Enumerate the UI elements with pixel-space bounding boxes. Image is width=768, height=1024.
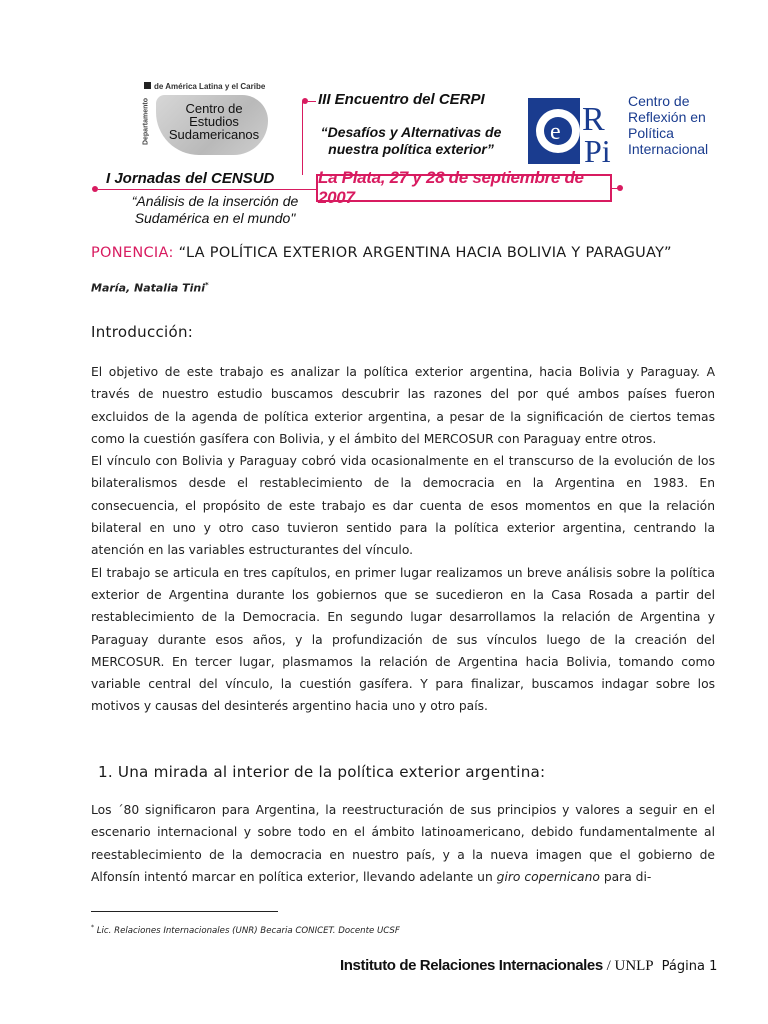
introduction-heading: Introducción: xyxy=(91,323,194,341)
censud-event-title: I Jornadas del CENSUD xyxy=(106,170,275,187)
cerpi-subtitle-line-1: “Desafíos y Alternativas de xyxy=(320,124,502,140)
section-1-body xyxy=(91,799,715,888)
cerpi-logo-line-3: Política xyxy=(628,125,674,141)
footer-university: UNLP xyxy=(614,958,654,974)
svg-text:e: e xyxy=(550,119,561,145)
section-1-text-start: Los ´80 significaron para Argentina, la reestructuración de sus principios y valores a seguir en el escenario internacional y sobre todo en el ámbito latinoamericano, debido fundamentalmente al reestablecimiento de la democracia en nuestro país, y a la nueva imagen que el gobierno de Alfonsín intentó marcar en política exterior, llevando adelante un xyxy=(91,803,715,884)
cerpi-event-title: III Encuentro del CERPI xyxy=(318,91,485,108)
connector-line xyxy=(308,101,316,102)
ces-line-1: Centro de xyxy=(185,101,243,116)
paper-title-text: “LA POLÍTICA EXTERIOR ARGENTINA HACIA BOLIVIA Y PARAGUAY” xyxy=(173,245,672,261)
page-footer xyxy=(340,955,717,975)
cerpi-logo-line-4: Internacional xyxy=(628,141,709,157)
intro-paragraph-3: El trabajo se articula en tres capítulos, en primer lugar realizamos un breve análisis sobre la política exterior de Argentina durante los gobiernos que se sucedieron en la Casa Rosada a partir del restablecimiento de la Democracia. En segundo lugar desarrollamos la relación de Argentina y Paraguay durante esos años, y la profundización de sus vínculos luego de la creación del MERCOSUR. En tercer lugar, plasmamos la relación de Argentina hacia Bolivia, tomando como variable central del vínculo, la cuestión gasífera. Y para finalizar, buscamos indagar sobre los motivos y causas del desinterés argentino hacia uno y otro país. xyxy=(91,565,715,714)
paper-title xyxy=(91,244,711,262)
cerpi-logo-text xyxy=(628,93,708,157)
footnote-divider xyxy=(91,911,278,912)
footer-page-number: Página 1 xyxy=(661,959,718,974)
paper-title-label: PONENCIA: xyxy=(91,245,174,261)
department-vertical-label xyxy=(140,88,152,160)
footnote-mark: * xyxy=(91,924,94,931)
ces-logo-text xyxy=(160,102,268,141)
cerpi-event-subtitle xyxy=(300,124,522,158)
department-vertical-text: Departamento xyxy=(142,97,150,146)
cerpi-logo-line-2: Reflexión en xyxy=(628,109,706,125)
censud-subtitle-line-2: Sudamérica en el mundo" xyxy=(134,210,296,226)
cerpi-logo-line-1: Centro de xyxy=(628,93,690,109)
introduction-body xyxy=(91,361,715,718)
intro-paragraph-2: El vínculo con Bolivia y Paraguay cobró vida ocasionalmente en el transcurso de la evolución de los bilateralismos desde el restablecimiento de la democracia en la Argentina en 1983. En consecuencia, el propósito de este trabajo es dar cuenta de esos momentos en que la relación bilateral en uno y otro caso tuvieron sentido para la política exterior argentina, centrando la atención en las variables estructurantes del vínculo. xyxy=(91,454,715,558)
author-name: María, Natalia Tini xyxy=(91,281,205,295)
department-name: de América Latina y el Caribe xyxy=(154,82,266,91)
cerpi-logo-icon xyxy=(528,96,620,166)
censud-event-subtitle xyxy=(100,193,330,227)
section-1-heading: 1. Una mirada al interior de la política exterior argentina: xyxy=(98,763,546,781)
section-1-text-end: para di- xyxy=(599,869,652,884)
intro-paragraph-1: El objetivo de este trabajo es analizar la política exterior argentina, hacia Bolivia y Paraguay. A través de nuestro estudio buscamos descubrir las razones del por qué ambos países fueron excluidos de la agenda de política exterior argentina, a pesar de la significación de ciertos temas como la cuestión gasífera con Bolivia, y el ámbito del MERCOSUR con Paraguay entre otros. xyxy=(91,365,715,446)
footnote-text: Lic. Relaciones Internacionales (UNR) Becaria CONICET. Docente UCSF xyxy=(94,925,400,936)
bullet-dot xyxy=(617,185,623,191)
author-footnote-mark: * xyxy=(204,281,209,289)
section-1-paragraph xyxy=(91,799,715,888)
svg-text:Pi: Pi xyxy=(584,133,611,166)
connector-line xyxy=(98,189,316,190)
censud-subtitle-line-1: “Análisis de la inserción de xyxy=(131,193,299,209)
event-date-box: La Plata, 27 y 28 de septiembre de 2007 xyxy=(316,174,612,202)
footnote xyxy=(91,924,400,936)
footer-separator: / xyxy=(602,958,615,974)
cerpi-subtitle-line-2: nuestra política exterior” xyxy=(328,141,494,157)
svg-text:R: R xyxy=(582,101,605,138)
ces-line-3: Sudamericanos xyxy=(168,127,260,142)
ces-line-2: Estudios xyxy=(189,114,239,129)
footer-institute: Instituto de Relaciones Internacionales xyxy=(340,957,603,974)
section-1-text-italic: giro copernicano xyxy=(496,869,600,884)
author-line xyxy=(91,281,209,295)
